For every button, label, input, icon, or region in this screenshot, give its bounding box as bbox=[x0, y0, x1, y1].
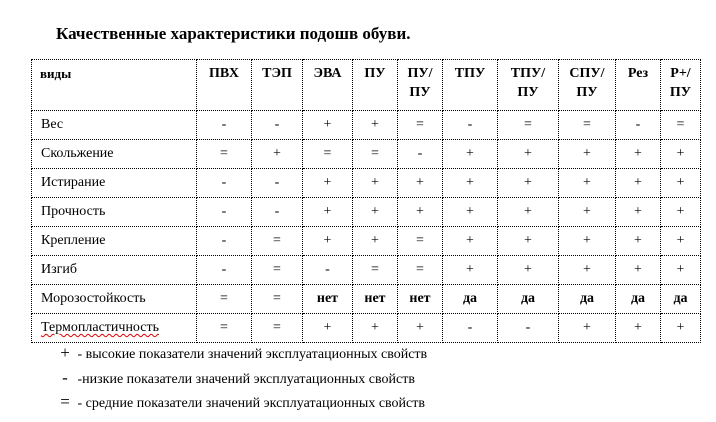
plus-symbol: + bbox=[60, 343, 70, 362]
table-cell: + bbox=[661, 256, 701, 285]
table-cell: - bbox=[398, 140, 443, 169]
table-cell: + bbox=[303, 227, 353, 256]
table-row bbox=[32, 169, 701, 198]
table-cell: + bbox=[353, 227, 398, 256]
table-cell: - bbox=[197, 227, 252, 256]
table-cell: - bbox=[197, 169, 252, 198]
table-cell: - bbox=[197, 111, 252, 140]
minus-symbol: - bbox=[62, 368, 68, 387]
row-label: Скольжение bbox=[32, 140, 197, 169]
table-cell: = bbox=[398, 111, 443, 140]
table-cell: + bbox=[661, 227, 701, 256]
table-cell: + bbox=[559, 169, 616, 198]
table-cell: + bbox=[353, 198, 398, 227]
table-cell: + bbox=[398, 198, 443, 227]
table-cell: + bbox=[398, 169, 443, 198]
table-cell: + bbox=[661, 140, 701, 169]
table-header-row bbox=[32, 60, 701, 111]
table-cell: + bbox=[443, 169, 498, 198]
table-cell: = bbox=[252, 256, 303, 285]
legend-high bbox=[56, 343, 427, 363]
table-cell: + bbox=[498, 198, 559, 227]
table-cell: = bbox=[661, 111, 701, 140]
table-cell: да bbox=[498, 285, 559, 314]
table-cell: = bbox=[197, 285, 252, 314]
table-cell: - bbox=[443, 314, 498, 343]
table-cell: нет bbox=[398, 285, 443, 314]
column-header: ПУ bbox=[353, 60, 398, 111]
table-cell: + bbox=[616, 140, 661, 169]
table-cell: + bbox=[252, 140, 303, 169]
table-cell: нет bbox=[303, 285, 353, 314]
table-cell: нет bbox=[353, 285, 398, 314]
table-cell: да bbox=[616, 285, 661, 314]
row-label: Морозостойкость bbox=[32, 285, 197, 314]
table-cell: да bbox=[443, 285, 498, 314]
legend-text: - высокие показатели значений эксплуатационных свойств bbox=[74, 347, 428, 362]
table-cell: = bbox=[197, 140, 252, 169]
table-cell: - bbox=[252, 198, 303, 227]
column-header: Р+/ ПУ bbox=[661, 60, 701, 111]
table-body bbox=[32, 111, 701, 343]
table-cell: = bbox=[197, 314, 252, 343]
table-cell: + bbox=[616, 198, 661, 227]
table-cell: + bbox=[616, 314, 661, 343]
row-label: Прочность bbox=[32, 198, 197, 227]
table-cell: - bbox=[197, 198, 252, 227]
table-cell: + bbox=[443, 140, 498, 169]
table-cell: + bbox=[616, 256, 661, 285]
table-cell: + bbox=[443, 256, 498, 285]
table-cell: = bbox=[559, 111, 616, 140]
table-row bbox=[32, 140, 701, 169]
table-cell: - bbox=[443, 111, 498, 140]
row-label: Крепление bbox=[32, 227, 197, 256]
table-cell: + bbox=[559, 314, 616, 343]
properties-table bbox=[31, 59, 701, 343]
table-cell: + bbox=[498, 227, 559, 256]
column-header: ЭВА bbox=[303, 60, 353, 111]
table-cell: - bbox=[252, 111, 303, 140]
table-cell: = bbox=[252, 285, 303, 314]
table-cell: - bbox=[197, 256, 252, 285]
table-row bbox=[32, 285, 701, 314]
table-cell: - bbox=[498, 314, 559, 343]
table-cell: + bbox=[498, 169, 559, 198]
row-label: Вес bbox=[32, 111, 197, 140]
column-header: ТЭП bbox=[252, 60, 303, 111]
table-cell: да bbox=[661, 285, 701, 314]
table-cell: + bbox=[559, 140, 616, 169]
table-row bbox=[32, 111, 701, 140]
table-cell: = bbox=[353, 140, 398, 169]
column-header: ПВХ bbox=[197, 60, 252, 111]
table-cell: + bbox=[353, 111, 398, 140]
table-cell: + bbox=[559, 198, 616, 227]
legend-text: - средние показатели значений эксплуатационных свойств bbox=[74, 396, 425, 411]
row-label: Истирание bbox=[32, 169, 197, 198]
table-cell: + bbox=[353, 314, 398, 343]
table-cell: - bbox=[616, 111, 661, 140]
table-cell: + bbox=[303, 111, 353, 140]
table-cell: - bbox=[252, 169, 303, 198]
table-cell: + bbox=[303, 198, 353, 227]
table-row bbox=[32, 256, 701, 285]
row-label: Изгиб bbox=[32, 256, 197, 285]
equals-symbol: = bbox=[60, 392, 70, 411]
table-cell: = bbox=[398, 256, 443, 285]
table-cell: + bbox=[616, 227, 661, 256]
table-cell: = bbox=[252, 227, 303, 256]
table-cell: + bbox=[498, 256, 559, 285]
table-cell: = bbox=[398, 227, 443, 256]
table-cell: + bbox=[661, 169, 701, 198]
table-cell: + bbox=[353, 169, 398, 198]
column-header-kind: виды bbox=[32, 60, 197, 111]
table-row bbox=[32, 314, 701, 343]
legend-medium bbox=[56, 392, 425, 412]
column-header: ТПУ/ ПУ bbox=[498, 60, 559, 111]
table-cell: + bbox=[443, 198, 498, 227]
table-cell: = bbox=[353, 256, 398, 285]
column-header: ТПУ bbox=[443, 60, 498, 111]
table-cell: + bbox=[303, 314, 353, 343]
legend-low bbox=[56, 368, 415, 388]
legend-text: -низкие показатели значений эксплуатационных свойств bbox=[74, 372, 415, 387]
document-title: Качественные характеристики подошв обуви. bbox=[56, 24, 411, 43]
table-cell: + bbox=[616, 169, 661, 198]
row-label: Термопластичность bbox=[32, 314, 197, 343]
column-header: Рез bbox=[616, 60, 661, 111]
table-cell: = bbox=[498, 111, 559, 140]
table-cell: + bbox=[559, 256, 616, 285]
table-cell: + bbox=[498, 140, 559, 169]
table-cell: + bbox=[661, 198, 701, 227]
table-cell: + bbox=[443, 227, 498, 256]
table-cell: + bbox=[559, 227, 616, 256]
table-cell: + bbox=[398, 314, 443, 343]
table-cell: + bbox=[661, 314, 701, 343]
column-header: СПУ/ ПУ bbox=[559, 60, 616, 111]
table-cell: = bbox=[252, 314, 303, 343]
column-header: ПУ/ ПУ bbox=[398, 60, 443, 111]
table-cell: - bbox=[303, 256, 353, 285]
table-cell: + bbox=[303, 169, 353, 198]
table-row bbox=[32, 227, 701, 256]
table-cell: да bbox=[559, 285, 616, 314]
table-row bbox=[32, 198, 701, 227]
table-cell: = bbox=[303, 140, 353, 169]
